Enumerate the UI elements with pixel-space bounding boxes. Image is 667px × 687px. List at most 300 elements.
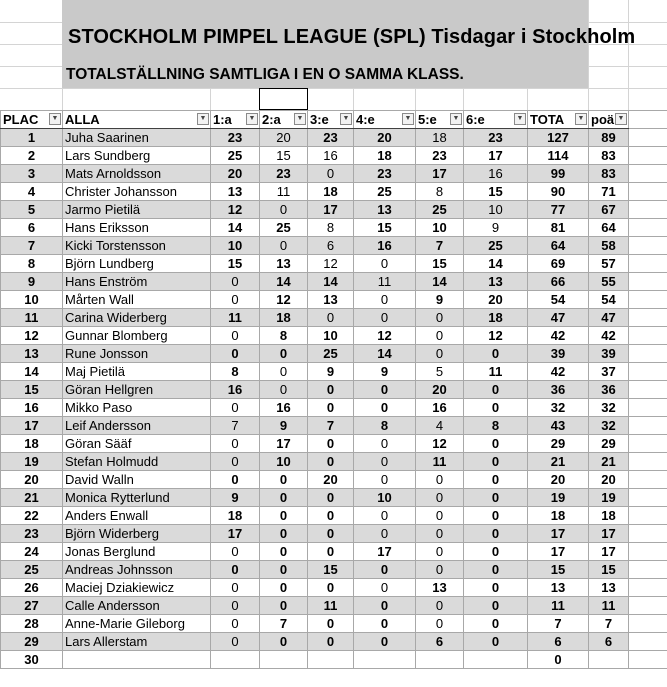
name-cell[interactable]: Mikko Paso (63, 399, 211, 417)
round-score-cell[interactable]: 12 (308, 255, 354, 273)
round-score-cell[interactable]: 11 (211, 309, 260, 327)
round-score-cell[interactable]: 12 (211, 201, 260, 219)
total-cell[interactable]: 69 (528, 255, 589, 273)
round-score-cell[interactable]: 0 (211, 579, 260, 597)
header-points[interactable]: poä ▼ (589, 111, 629, 129)
round-score-cell[interactable]: 0 (308, 579, 354, 597)
round-score-cell[interactable]: 0 (211, 399, 260, 417)
place-cell[interactable]: 30 (1, 651, 63, 669)
round-score-cell[interactable]: 15 (354, 219, 416, 237)
name-cell[interactable]: Lars Allerstam (63, 633, 211, 651)
round-score-cell[interactable]: 0 (211, 435, 260, 453)
place-cell[interactable]: 18 (1, 435, 63, 453)
round-score-cell[interactable]: 10 (354, 489, 416, 507)
name-cell[interactable]: Anne-Marie Gileborg (63, 615, 211, 633)
round-score-cell[interactable]: 7 (260, 615, 308, 633)
round-score-cell[interactable]: 0 (354, 453, 416, 471)
points-cell[interactable]: 6 (589, 633, 629, 651)
empty-cell[interactable] (629, 651, 667, 669)
round-score-cell[interactable]: 0 (464, 615, 528, 633)
place-cell[interactable]: 22 (1, 507, 63, 525)
total-cell[interactable]: 114 (528, 147, 589, 165)
round-score-cell[interactable]: 0 (308, 507, 354, 525)
total-cell[interactable]: 29 (528, 435, 589, 453)
place-cell[interactable]: 19 (1, 453, 63, 471)
round-score-cell[interactable]: 18 (211, 507, 260, 525)
empty-cell[interactable] (629, 615, 667, 633)
round-score-cell[interactable]: 0 (211, 615, 260, 633)
place-cell[interactable]: 23 (1, 525, 63, 543)
active-cell[interactable] (259, 88, 308, 110)
empty-cell[interactable] (629, 525, 667, 543)
total-cell[interactable]: 47 (528, 309, 589, 327)
place-cell[interactable]: 6 (1, 219, 63, 237)
points-cell[interactable]: 17 (589, 543, 629, 561)
round-score-cell[interactable]: 13 (354, 201, 416, 219)
round-score-cell[interactable]: 17 (354, 543, 416, 561)
empty-cell[interactable] (629, 345, 667, 363)
place-cell[interactable]: 11 (1, 309, 63, 327)
round-score-cell[interactable]: 13 (260, 255, 308, 273)
round-score-cell[interactable]: 6 (416, 633, 464, 651)
round-score-cell[interactable]: 9 (354, 363, 416, 381)
points-cell[interactable]: 20 (589, 471, 629, 489)
round-score-cell[interactable]: 14 (260, 273, 308, 291)
round-score-cell[interactable]: 13 (211, 183, 260, 201)
round-score-cell[interactable]: 0 (416, 489, 464, 507)
points-cell[interactable]: 64 (589, 219, 629, 237)
empty-cell[interactable] (629, 363, 667, 381)
round-score-cell[interactable]: 20 (211, 165, 260, 183)
round-score-cell[interactable]: 0 (308, 543, 354, 561)
points-cell[interactable]: 32 (589, 417, 629, 435)
total-cell[interactable]: 81 (528, 219, 589, 237)
place-cell[interactable]: 14 (1, 363, 63, 381)
round-score-cell[interactable]: 0 (354, 255, 416, 273)
points-cell[interactable]: 57 (589, 255, 629, 273)
empty-cell[interactable] (629, 291, 667, 309)
round-score-cell[interactable]: 0 (211, 633, 260, 651)
round-score-cell[interactable] (260, 651, 308, 669)
empty-cell[interactable] (629, 147, 667, 165)
round-score-cell[interactable]: 0 (211, 543, 260, 561)
header-name[interactable]: ALLA ▼ (63, 111, 211, 129)
round-score-cell[interactable]: 0 (464, 579, 528, 597)
name-cell[interactable]: Jarmo Pietilä (63, 201, 211, 219)
round-score-cell[interactable]: 11 (416, 453, 464, 471)
round-score-cell[interactable]: 14 (416, 273, 464, 291)
round-score-cell[interactable]: 0 (416, 471, 464, 489)
round-score-cell[interactable]: 16 (354, 237, 416, 255)
round-score-cell[interactable]: 20 (260, 129, 308, 147)
name-cell[interactable]: Mårten Wall (63, 291, 211, 309)
filter-dropdown-icon[interactable]: ▼ (197, 113, 209, 125)
round-score-cell[interactable]: 0 (260, 507, 308, 525)
place-cell[interactable]: 24 (1, 543, 63, 561)
points-cell[interactable]: 83 (589, 147, 629, 165)
total-cell[interactable]: 21 (528, 453, 589, 471)
filter-dropdown-icon[interactable]: ▼ (246, 113, 258, 125)
points-cell[interactable]: 67 (589, 201, 629, 219)
points-cell[interactable]: 21 (589, 453, 629, 471)
points-cell[interactable]: 17 (589, 525, 629, 543)
round-score-cell[interactable]: 18 (260, 309, 308, 327)
name-cell[interactable]: Monica Rytterlund (63, 489, 211, 507)
round-score-cell[interactable]: 17 (308, 201, 354, 219)
total-cell[interactable]: 42 (528, 363, 589, 381)
total-cell[interactable]: 36 (528, 381, 589, 399)
place-cell[interactable]: 9 (1, 273, 63, 291)
total-cell[interactable]: 77 (528, 201, 589, 219)
empty-cell[interactable] (629, 543, 667, 561)
round-score-cell[interactable]: 0 (464, 525, 528, 543)
round-score-cell[interactable]: 8 (211, 363, 260, 381)
empty-header-cell[interactable] (629, 111, 667, 129)
header-round-4[interactable]: 4:e ▼ (354, 111, 416, 129)
round-score-cell[interactable]: 0 (260, 525, 308, 543)
name-cell[interactable]: Göran Hellgren (63, 381, 211, 399)
round-score-cell[interactable]: 16 (211, 381, 260, 399)
name-cell[interactable]: Rune Jonsson (63, 345, 211, 363)
round-score-cell[interactable]: 0 (416, 615, 464, 633)
place-cell[interactable]: 16 (1, 399, 63, 417)
points-cell[interactable]: 55 (589, 273, 629, 291)
place-cell[interactable]: 1 (1, 129, 63, 147)
round-score-cell[interactable]: 10 (464, 201, 528, 219)
name-cell[interactable]: Hans Enström (63, 273, 211, 291)
round-score-cell[interactable]: 0 (354, 471, 416, 489)
round-score-cell[interactable]: 12 (416, 435, 464, 453)
round-score-cell[interactable]: 0 (354, 309, 416, 327)
round-score-cell[interactable]: 0 (464, 489, 528, 507)
round-score-cell[interactable]: 10 (308, 327, 354, 345)
round-score-cell[interactable]: 0 (464, 453, 528, 471)
round-score-cell[interactable]: 0 (464, 561, 528, 579)
round-score-cell[interactable]: 0 (464, 597, 528, 615)
place-cell[interactable]: 2 (1, 147, 63, 165)
round-score-cell[interactable]: 9 (260, 417, 308, 435)
header-round-1[interactable]: 1:a ▼ (211, 111, 260, 129)
total-cell[interactable]: 11 (528, 597, 589, 615)
name-cell[interactable]: David Walln (63, 471, 211, 489)
empty-cell[interactable] (629, 219, 667, 237)
round-score-cell[interactable]: 8 (260, 327, 308, 345)
round-score-cell[interactable]: 12 (464, 327, 528, 345)
points-cell[interactable]: 36 (589, 381, 629, 399)
round-score-cell[interactable]: 0 (260, 363, 308, 381)
total-cell[interactable]: 19 (528, 489, 589, 507)
round-score-cell[interactable] (211, 651, 260, 669)
name-cell[interactable]: Göran Sääf (63, 435, 211, 453)
round-score-cell[interactable]: 16 (416, 399, 464, 417)
header-round-6[interactable]: 6:e ▼ (464, 111, 528, 129)
round-score-cell[interactable]: 0 (464, 507, 528, 525)
points-cell[interactable]: 18 (589, 507, 629, 525)
round-score-cell[interactable]: 20 (354, 129, 416, 147)
total-cell[interactable]: 17 (528, 543, 589, 561)
round-score-cell[interactable]: 16 (464, 165, 528, 183)
empty-cell[interactable] (629, 327, 667, 345)
empty-cell[interactable] (629, 579, 667, 597)
points-cell[interactable]: 29 (589, 435, 629, 453)
name-cell[interactable]: Maciej Dziakiewicz (63, 579, 211, 597)
round-score-cell[interactable]: 0 (354, 579, 416, 597)
place-cell[interactable]: 17 (1, 417, 63, 435)
total-cell[interactable]: 7 (528, 615, 589, 633)
total-cell[interactable]: 54 (528, 291, 589, 309)
total-cell[interactable]: 66 (528, 273, 589, 291)
round-score-cell[interactable]: 0 (211, 327, 260, 345)
name-cell[interactable]: Stefan Holmudd (63, 453, 211, 471)
filter-dropdown-icon[interactable]: ▼ (402, 113, 414, 125)
round-score-cell[interactable]: 9 (464, 219, 528, 237)
round-score-cell[interactable]: 13 (464, 273, 528, 291)
place-cell[interactable]: 26 (1, 579, 63, 597)
total-cell[interactable]: 64 (528, 237, 589, 255)
empty-cell[interactable] (629, 597, 667, 615)
round-score-cell[interactable]: 8 (416, 183, 464, 201)
round-score-cell[interactable]: 0 (416, 507, 464, 525)
header-total[interactable]: TOTA ▼ (528, 111, 589, 129)
round-score-cell[interactable]: 0 (260, 633, 308, 651)
round-score-cell[interactable]: 13 (416, 579, 464, 597)
total-cell[interactable]: 32 (528, 399, 589, 417)
round-score-cell[interactable]: 11 (464, 363, 528, 381)
round-score-cell[interactable]: 0 (260, 489, 308, 507)
round-score-cell[interactable]: 0 (211, 597, 260, 615)
empty-cell[interactable] (629, 273, 667, 291)
round-score-cell[interactable]: 0 (211, 561, 260, 579)
round-score-cell[interactable]: 25 (416, 201, 464, 219)
round-score-cell[interactable]: 8 (308, 219, 354, 237)
round-score-cell[interactable]: 18 (416, 129, 464, 147)
total-cell[interactable]: 90 (528, 183, 589, 201)
points-cell[interactable]: 11 (589, 597, 629, 615)
place-cell[interactable]: 29 (1, 633, 63, 651)
empty-cell[interactable] (629, 489, 667, 507)
round-score-cell[interactable]: 0 (260, 471, 308, 489)
round-score-cell[interactable]: 25 (260, 219, 308, 237)
round-score-cell[interactable]: 11 (354, 273, 416, 291)
round-score-cell[interactable]: 18 (354, 147, 416, 165)
name-cell[interactable]: Anders Enwall (63, 507, 211, 525)
total-cell[interactable]: 15 (528, 561, 589, 579)
total-cell[interactable]: 42 (528, 327, 589, 345)
round-score-cell[interactable]: 25 (464, 237, 528, 255)
points-cell[interactable]: 32 (589, 399, 629, 417)
round-score-cell[interactable]: 10 (211, 237, 260, 255)
round-score-cell[interactable]: 10 (416, 219, 464, 237)
round-score-cell[interactable]: 23 (416, 147, 464, 165)
round-score-cell[interactable]: 15 (211, 255, 260, 273)
round-score-cell[interactable]: 7 (211, 417, 260, 435)
round-score-cell[interactable]: 9 (211, 489, 260, 507)
total-cell[interactable]: 39 (528, 345, 589, 363)
empty-cell[interactable] (629, 561, 667, 579)
round-score-cell[interactable]: 0 (260, 237, 308, 255)
round-score-cell[interactable]: 0 (354, 507, 416, 525)
place-cell[interactable]: 3 (1, 165, 63, 183)
round-score-cell[interactable]: 4 (416, 417, 464, 435)
round-score-cell[interactable]: 0 (308, 435, 354, 453)
points-cell[interactable]: 13 (589, 579, 629, 597)
name-cell[interactable]: Maj Pietilä (63, 363, 211, 381)
name-cell[interactable]: Gunnar Blomberg (63, 327, 211, 345)
round-score-cell[interactable]: 5 (416, 363, 464, 381)
filter-dropdown-icon[interactable]: ▼ (450, 113, 462, 125)
round-score-cell[interactable]: 25 (308, 345, 354, 363)
round-score-cell[interactable]: 0 (260, 381, 308, 399)
round-score-cell[interactable]: 10 (260, 453, 308, 471)
round-score-cell[interactable]: 7 (308, 417, 354, 435)
round-score-cell[interactable]: 0 (416, 561, 464, 579)
round-score-cell[interactable]: 14 (308, 273, 354, 291)
round-score-cell[interactable]: 15 (416, 255, 464, 273)
name-cell[interactable]: Calle Andersson (63, 597, 211, 615)
round-score-cell[interactable]: 17 (416, 165, 464, 183)
round-score-cell[interactable]: 0 (416, 543, 464, 561)
round-score-cell[interactable]: 0 (260, 561, 308, 579)
place-cell[interactable]: 7 (1, 237, 63, 255)
round-score-cell[interactable]: 0 (308, 165, 354, 183)
empty-cell[interactable] (629, 633, 667, 651)
filter-dropdown-icon[interactable]: ▼ (340, 113, 352, 125)
round-score-cell[interactable]: 7 (416, 237, 464, 255)
points-cell[interactable]: 42 (589, 327, 629, 345)
round-score-cell[interactable]: 0 (354, 399, 416, 417)
round-score-cell[interactable]: 12 (354, 327, 416, 345)
round-score-cell[interactable]: 0 (464, 435, 528, 453)
points-cell[interactable]: 71 (589, 183, 629, 201)
name-cell[interactable]: Jonas Berglund (63, 543, 211, 561)
name-cell[interactable]: Björn Widerberg (63, 525, 211, 543)
name-cell[interactable]: Juha Saarinen (63, 129, 211, 147)
round-score-cell[interactable]: 0 (354, 291, 416, 309)
total-cell[interactable]: 17 (528, 525, 589, 543)
round-score-cell[interactable]: 0 (260, 201, 308, 219)
total-cell[interactable]: 43 (528, 417, 589, 435)
empty-cell[interactable] (629, 399, 667, 417)
round-score-cell[interactable]: 0 (464, 345, 528, 363)
round-score-cell[interactable]: 0 (416, 309, 464, 327)
empty-cell[interactable] (629, 507, 667, 525)
round-score-cell[interactable]: 9 (308, 363, 354, 381)
round-score-cell[interactable]: 15 (308, 561, 354, 579)
round-score-cell[interactable]: 0 (354, 525, 416, 543)
round-score-cell[interactable]: 0 (354, 561, 416, 579)
filter-dropdown-icon[interactable]: ▼ (49, 113, 61, 125)
round-score-cell[interactable]: 9 (416, 291, 464, 309)
empty-cell[interactable] (629, 165, 667, 183)
place-cell[interactable]: 25 (1, 561, 63, 579)
round-score-cell[interactable]: 0 (354, 597, 416, 615)
points-cell[interactable]: 89 (589, 129, 629, 147)
total-cell[interactable]: 127 (528, 129, 589, 147)
round-score-cell[interactable]: 6 (308, 237, 354, 255)
round-score-cell[interactable]: 0 (464, 381, 528, 399)
round-score-cell[interactable]: 17 (464, 147, 528, 165)
round-score-cell[interactable]: 0 (308, 633, 354, 651)
round-score-cell[interactable]: 23 (260, 165, 308, 183)
round-score-cell[interactable]: 17 (211, 525, 260, 543)
round-score-cell[interactable]: 0 (211, 291, 260, 309)
round-score-cell[interactable]: 11 (260, 183, 308, 201)
name-cell[interactable]: Björn Lundberg (63, 255, 211, 273)
place-cell[interactable]: 12 (1, 327, 63, 345)
points-cell[interactable]: 83 (589, 165, 629, 183)
header-place[interactable]: PLAC ▼ (1, 111, 63, 129)
empty-cell[interactable] (629, 237, 667, 255)
points-cell[interactable]: 39 (589, 345, 629, 363)
empty-cell[interactable] (629, 183, 667, 201)
round-score-cell[interactable]: 20 (308, 471, 354, 489)
round-score-cell[interactable]: 0 (260, 597, 308, 615)
round-score-cell[interactable]: 0 (260, 579, 308, 597)
name-cell[interactable]: Kicki Torstensson (63, 237, 211, 255)
round-score-cell[interactable]: 8 (354, 417, 416, 435)
place-cell[interactable]: 4 (1, 183, 63, 201)
round-score-cell[interactable]: 11 (308, 597, 354, 615)
round-score-cell[interactable]: 16 (260, 399, 308, 417)
round-score-cell[interactable]: 0 (416, 597, 464, 615)
round-score-cell[interactable]: 25 (354, 183, 416, 201)
round-score-cell[interactable]: 0 (464, 399, 528, 417)
empty-cell[interactable] (629, 417, 667, 435)
place-cell[interactable]: 10 (1, 291, 63, 309)
empty-cell[interactable] (629, 129, 667, 147)
round-score-cell[interactable]: 14 (354, 345, 416, 363)
empty-cell[interactable] (629, 435, 667, 453)
total-cell[interactable]: 0 (528, 651, 589, 669)
round-score-cell[interactable]: 17 (260, 435, 308, 453)
round-score-cell[interactable]: 0 (354, 435, 416, 453)
round-score-cell[interactable]: 0 (464, 633, 528, 651)
points-cell[interactable]: 37 (589, 363, 629, 381)
round-score-cell[interactable]: 18 (308, 183, 354, 201)
name-cell[interactable]: Leif Andersson (63, 417, 211, 435)
place-cell[interactable]: 8 (1, 255, 63, 273)
empty-cell[interactable] (629, 201, 667, 219)
round-score-cell[interactable]: 0 (211, 471, 260, 489)
round-score-cell[interactable]: 23 (308, 129, 354, 147)
place-cell[interactable]: 5 (1, 201, 63, 219)
name-cell[interactable]: Christer Johansson (63, 183, 211, 201)
round-score-cell[interactable]: 0 (354, 633, 416, 651)
name-cell[interactable]: Andreas Johnsson (63, 561, 211, 579)
round-score-cell[interactable] (464, 651, 528, 669)
round-score-cell[interactable] (416, 651, 464, 669)
empty-cell[interactable] (629, 453, 667, 471)
place-cell[interactable]: 21 (1, 489, 63, 507)
round-score-cell[interactable]: 16 (308, 147, 354, 165)
round-score-cell[interactable]: 0 (416, 525, 464, 543)
filter-dropdown-icon[interactable]: ▼ (294, 113, 306, 125)
round-score-cell[interactable]: 0 (416, 345, 464, 363)
round-score-cell[interactable]: 0 (464, 471, 528, 489)
round-score-cell[interactable]: 23 (211, 129, 260, 147)
round-score-cell[interactable]: 25 (211, 147, 260, 165)
round-score-cell[interactable]: 0 (464, 543, 528, 561)
total-cell[interactable]: 99 (528, 165, 589, 183)
total-cell[interactable]: 20 (528, 471, 589, 489)
place-cell[interactable]: 28 (1, 615, 63, 633)
total-cell[interactable]: 18 (528, 507, 589, 525)
round-score-cell[interactable]: 0 (308, 399, 354, 417)
points-cell[interactable] (589, 651, 629, 669)
name-cell[interactable]: Lars Sundberg (63, 147, 211, 165)
empty-cell[interactable] (629, 255, 667, 273)
round-score-cell[interactable]: 20 (416, 381, 464, 399)
